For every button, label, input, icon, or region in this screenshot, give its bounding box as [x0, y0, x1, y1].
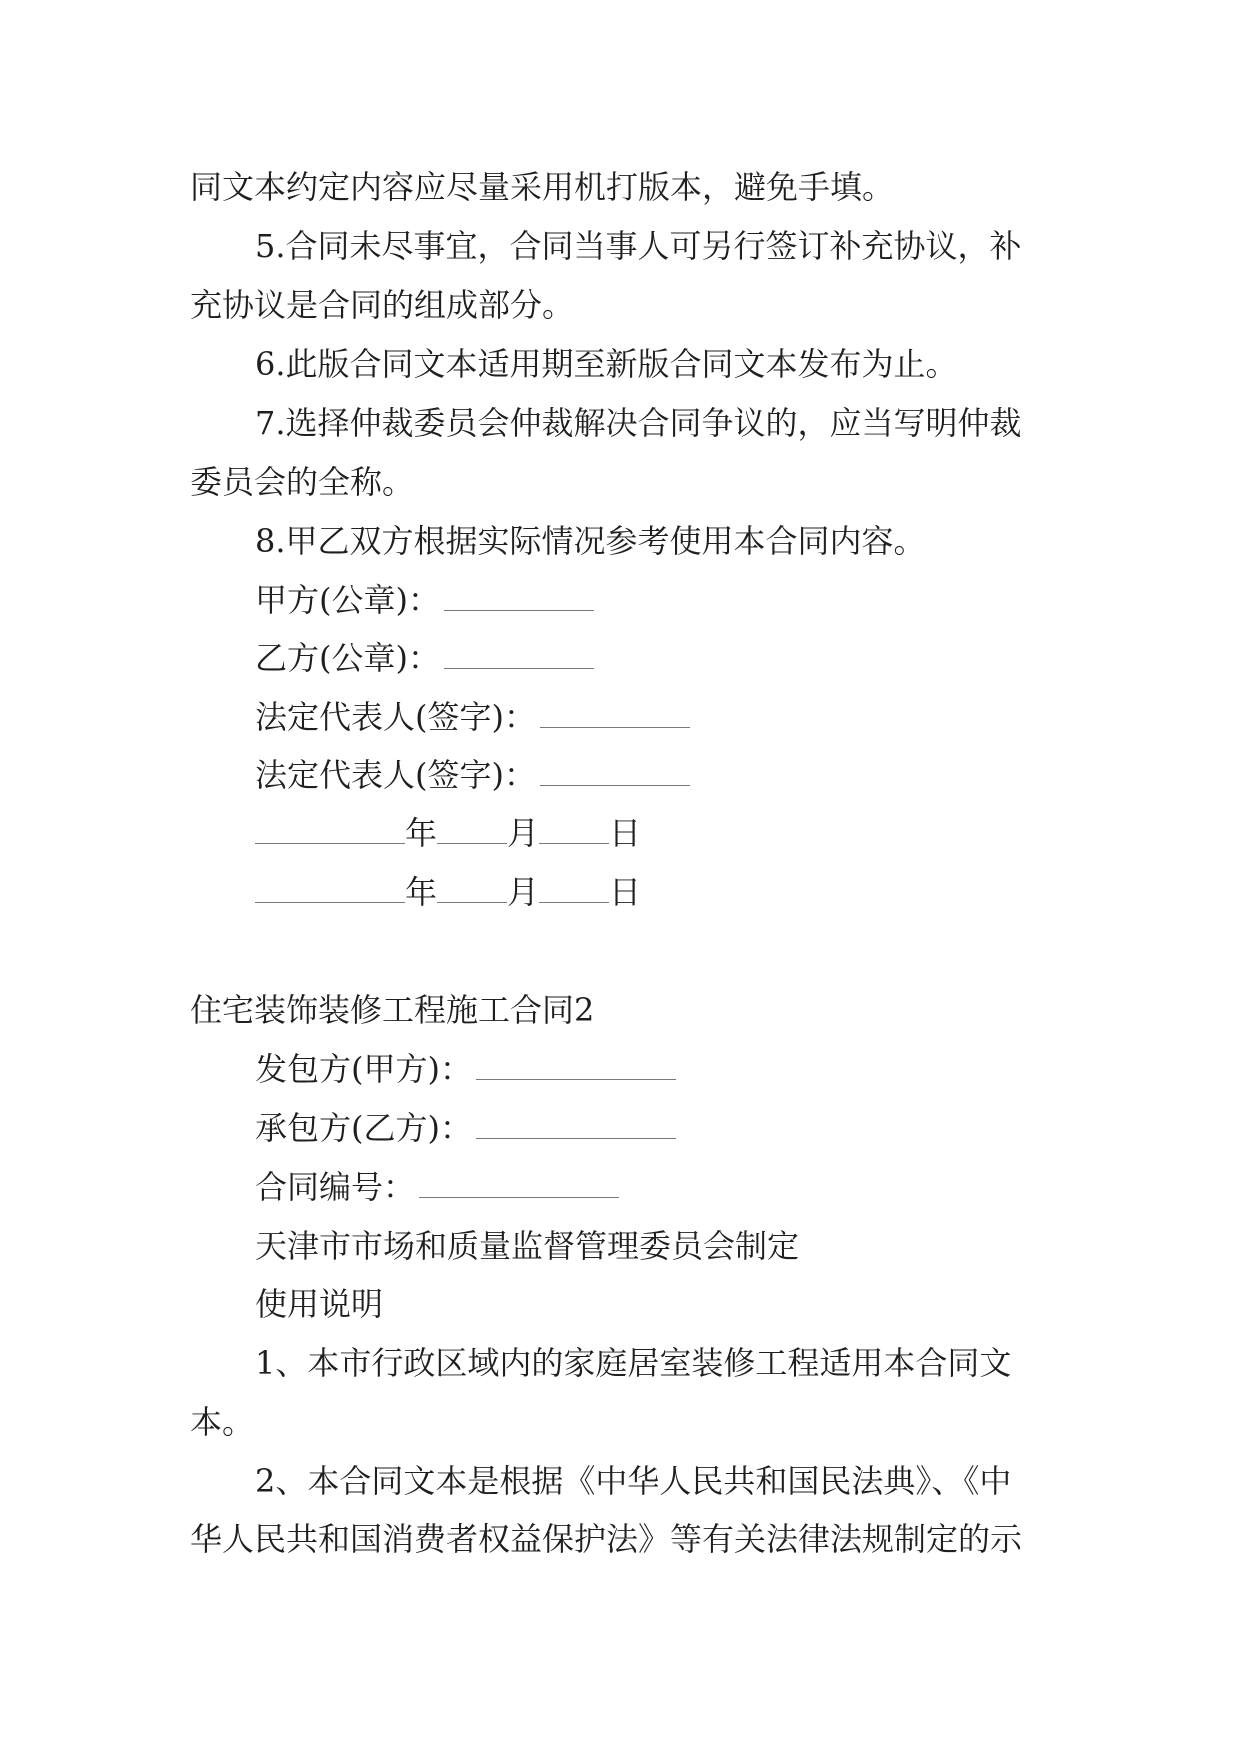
item-5-line-2: 充协议是合同的组成部分。 — [190, 286, 575, 324]
legal-rep-1-row — [255, 697, 690, 737]
party-b-seal-blank — [444, 642, 594, 669]
date-row-1 — [255, 813, 641, 853]
date-1-day-label: 日 — [609, 814, 642, 852]
date-2-day-blank — [539, 876, 609, 903]
legal-rep-2-blank — [540, 759, 690, 786]
party-b-seal-row — [255, 638, 594, 678]
legal-rep-2-label: 法定代表人(签字)： — [255, 756, 536, 794]
date-1-month-blank — [437, 817, 507, 844]
contract-number-label: 合同编号： — [255, 1168, 416, 1206]
item-5-line-1: 5.合同未尽事宜，合同当事人可另行签订补充协议，补 — [255, 227, 1022, 265]
date-1-year-blank — [255, 817, 405, 844]
party-b-seal-label: 乙方(公章)： — [255, 639, 440, 677]
contract-number-blank — [419, 1171, 619, 1198]
legal-rep-2-row — [255, 755, 690, 795]
item-7-line-1: 7.选择仲裁委员会仲裁解决合同争议的，应当写明仲裁 — [255, 404, 1022, 442]
note-2-line-2: 华人民共和国消费者权益保护法》等有关法律法规制定的示 — [190, 1520, 1023, 1558]
contractor-row — [255, 1108, 676, 1148]
date-1-day-blank — [539, 817, 609, 844]
date-2-month-label: 月 — [507, 873, 540, 911]
item-7-line-2: 委员会的全称。 — [190, 463, 415, 501]
item-8: 8.甲乙双方根据实际情况参考使用本合同内容。 — [255, 522, 926, 560]
legal-rep-1-blank — [540, 701, 690, 728]
note-2-line-1: 2、本合同文本是根据《中华人民共和国民法典》、《中 — [255, 1462, 1012, 1500]
party-a-seal-label: 甲方(公章)： — [255, 581, 440, 619]
contract-2-title: 住宅装饰装修工程施工合同2 — [190, 991, 595, 1029]
contractor-label: 承包方(乙方)： — [255, 1109, 472, 1147]
contract-number-row — [255, 1167, 619, 1207]
date-2-year-blank — [255, 876, 405, 903]
date-2-day-label: 日 — [609, 873, 642, 911]
date-row-2 — [255, 872, 641, 912]
date-2-month-blank — [437, 876, 507, 903]
legal-rep-1-label: 法定代表人(签字)： — [255, 698, 536, 736]
note-1-line-1: 1、本市行政区域内的家庭居室装修工程适用本合同文 — [255, 1344, 1012, 1382]
maker-line: 天津市市场和质量监督管理委员会制定 — [255, 1227, 800, 1265]
usage-heading: 使用说明 — [255, 1285, 384, 1323]
issuer-blank — [476, 1053, 676, 1080]
note-1-line-2: 本。 — [190, 1403, 255, 1441]
date-1-year-label: 年 — [405, 814, 438, 852]
contractor-blank — [476, 1112, 676, 1139]
item-6: 6.此版合同文本适用期至新版合同文本发布为止。 — [255, 345, 958, 383]
issuer-row — [255, 1049, 676, 1089]
date-1-month-label: 月 — [507, 814, 540, 852]
paragraph-continuation: 同文本约定内容应尽量采用机打版本，避免手填。 — [190, 168, 895, 206]
date-2-year-label: 年 — [405, 873, 438, 911]
party-a-seal-row — [255, 580, 594, 620]
party-a-seal-blank — [444, 584, 594, 611]
issuer-label: 发包方(甲方)： — [255, 1050, 472, 1088]
